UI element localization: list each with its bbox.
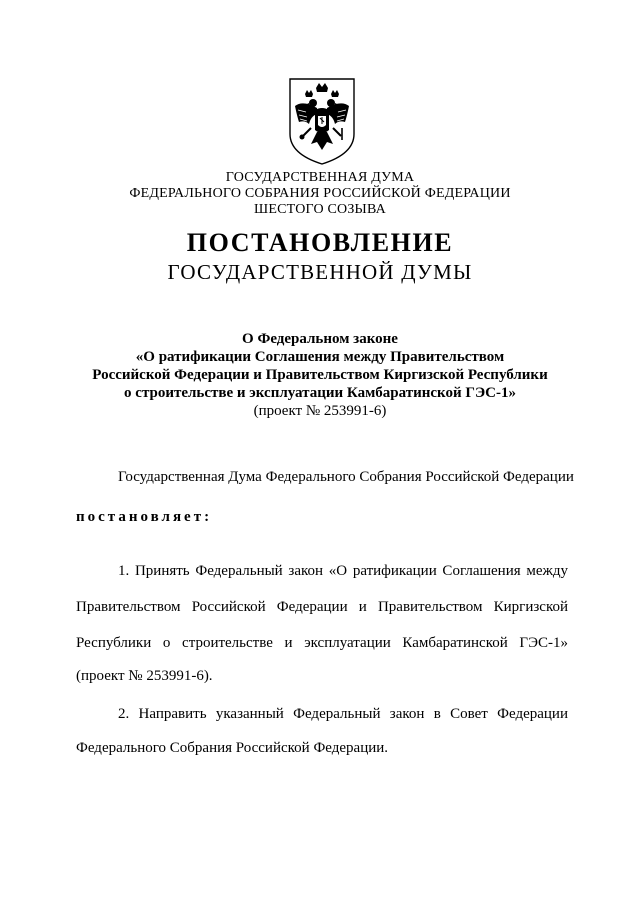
intro-paragraph: Государственная Дума Федерального Собрания Российской Федерации bbox=[118, 469, 574, 485]
subject-bill-number: (проект № 253991-6) bbox=[253, 403, 387, 419]
item-1-line-3: Республики о строительстве и эксплуатации Камбаратинской ГЭС-1» bbox=[76, 635, 568, 651]
issuing-body-header bbox=[0, 170, 640, 218]
header-line-3: ШЕСТОГО СОЗЫВА bbox=[254, 202, 386, 217]
header-line-2: ФЕДЕРАЛЬНОГО СОБРАНИЯ РОССИЙСКОЙ ФЕДЕРАЦИИ bbox=[129, 186, 511, 201]
document-issuer-title: ГОСУДАРСТВЕННОЙ ДУМЫ bbox=[167, 260, 473, 284]
item-2-line-1: 2. Направить указанный Федеральный закон в Совет Федерации bbox=[118, 706, 568, 722]
document-type-title: ПОСТАНОВЛЕНИЕ bbox=[186, 228, 454, 257]
header-line-1: ГОСУДАРСТВЕННАЯ ДУМА bbox=[225, 170, 415, 185]
coat-of-arms-icon bbox=[287, 76, 357, 166]
subject-line-3: Российской Федерации и Правительством Киргизской Республики bbox=[92, 367, 548, 383]
item-2-line-2: Федерального Собрания Российской Федерации. bbox=[76, 740, 389, 756]
subject-line-2: «О ратификации Соглашения между Правительством bbox=[135, 349, 505, 365]
document-subject bbox=[0, 330, 640, 420]
subject-line-1: О Федеральном законе bbox=[242, 331, 398, 347]
subject-line-4: о строительстве и эксплуатации Камбаратинской ГЭС-1» bbox=[124, 385, 516, 401]
item-1-line-2: Правительством Российской Федерации и Правительством Киргизской bbox=[76, 599, 568, 615]
item-1-line-1: 1. Принять Федеральный закон «О ратификации Соглашения между bbox=[118, 563, 568, 579]
item-1-line-4: (проект № 253991-6). bbox=[76, 668, 213, 684]
resolves-word: постановляет: bbox=[76, 509, 213, 525]
